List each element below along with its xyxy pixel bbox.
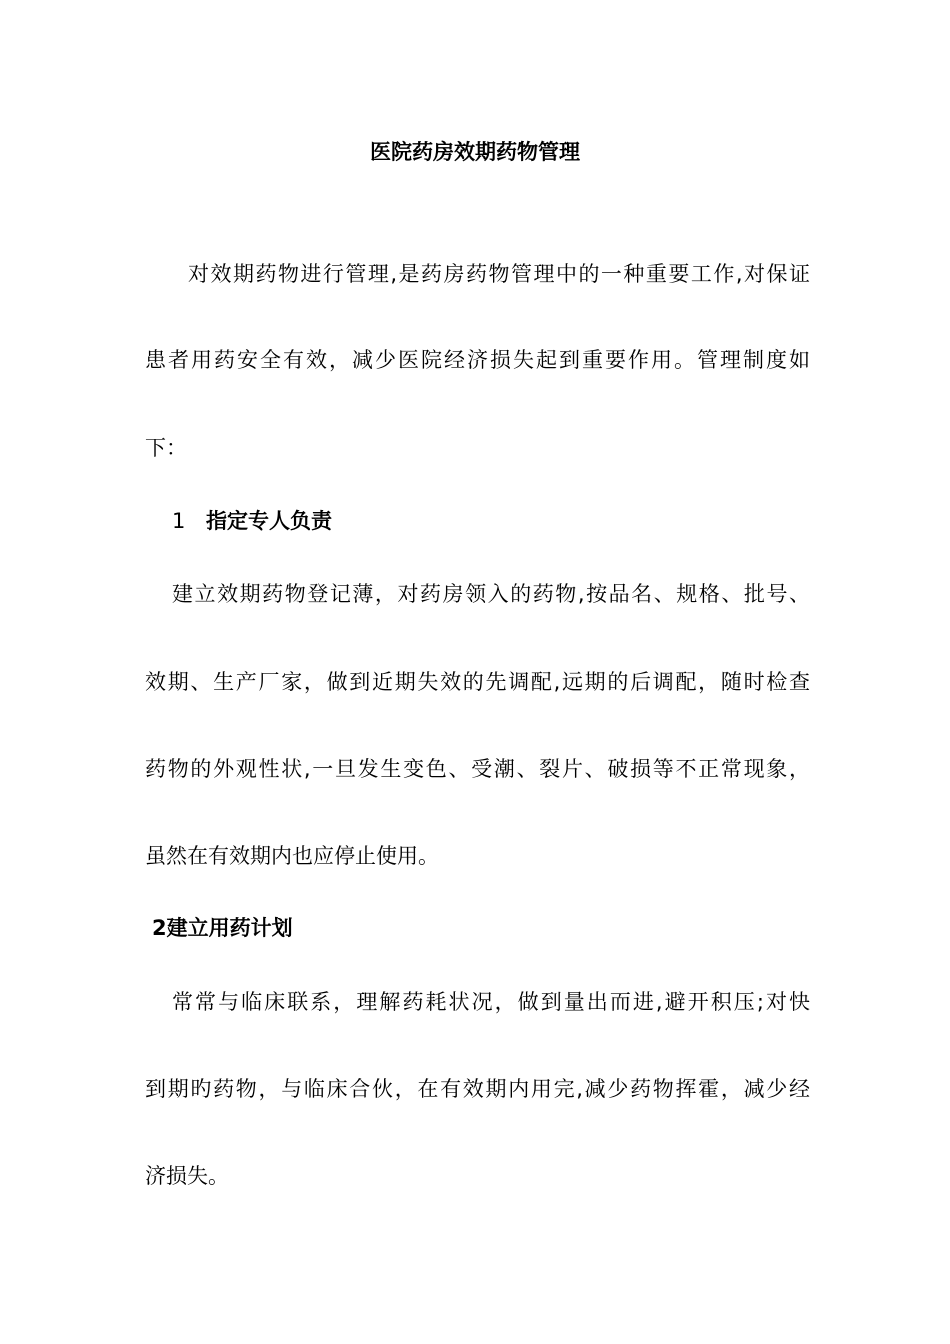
intro-line-1: 对效期药物进行管理,是药房药物管理中的一种重要工作,对保证 <box>188 262 810 286</box>
section-1-number: 1 <box>172 509 186 533</box>
section-2-heading <box>152 914 293 942</box>
section-1-line-4: 虽然在有效期内也应停止使用。 <box>145 844 439 868</box>
section-2-number: 2 <box>152 916 167 940</box>
section-2-title: 建立用药计划 <box>166 916 293 940</box>
section-1-line-3: 药物的外观性状,一旦发生变色、受潮、裂片、破损等不正常现象， <box>145 757 810 781</box>
section-2-line-3: 济损失。 <box>145 1164 229 1188</box>
intro-line-3: 下： <box>145 436 187 460</box>
document-title: 医院药房效期药物管理 <box>370 140 580 164</box>
section-1-heading <box>172 507 332 535</box>
section-1-line-1: 建立效期药物登记薄，对药房领入的药物,按品名、规格、批号、 <box>172 582 810 606</box>
section-1-title: 指定专人负责 <box>206 509 332 533</box>
section-1-line-2: 效期、生产厂家，做到近期失效的先调配,远期的后调配，随时检查 <box>145 670 810 694</box>
intro-line-2: 患者用药安全有效，减少医院经济损失起到重要作用。管理制度如 <box>145 348 810 372</box>
section-2-line-2: 到期旳药物，与临床合伙，在有效期内用完,减少药物挥霍，减少经 <box>145 1077 810 1101</box>
section-2-line-1: 常常与临床联系，理解药耗状况，做到量出而进,避开积压;对快 <box>172 990 810 1014</box>
